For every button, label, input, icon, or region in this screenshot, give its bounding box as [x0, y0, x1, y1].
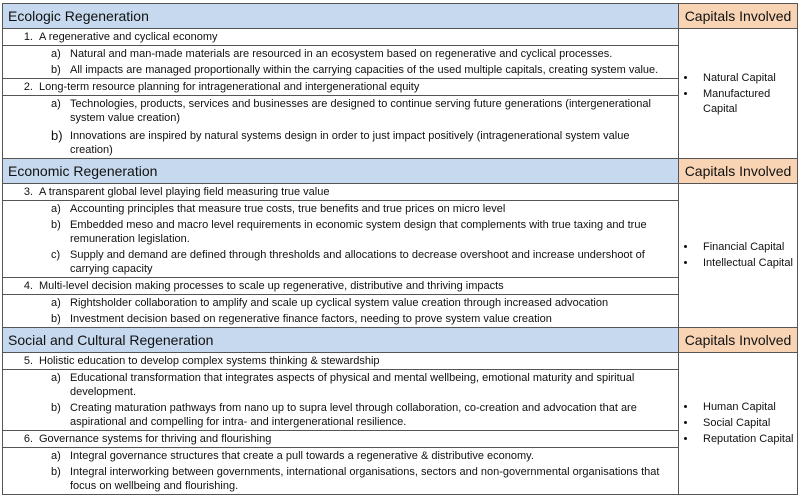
capitals-header: Capitals Involved: [679, 4, 798, 29]
goal-number: 3.: [23, 186, 33, 198]
sub-item: [3, 247, 678, 277]
sub-item: [3, 464, 678, 494]
capitals-list: [679, 240, 797, 271]
goal-number: 6.: [23, 433, 33, 445]
sub-letter: a): [51, 203, 61, 215]
section-item: [3, 96, 679, 159]
sub-letter: b): [51, 128, 63, 143]
sub-letter: b): [51, 466, 61, 478]
sub-item: [3, 62, 678, 78]
section-title: Ecologic Regeneration: [3, 4, 679, 29]
sub-text: Accounting principles that measure true costs, true benefits and true prices on micro level: [70, 203, 506, 215]
sub-item: [3, 295, 678, 311]
sub-text: Innovations are inspired by natural systems design in order to just impact positively (intragenerational system value creation): [70, 130, 630, 156]
sub-text: Educational transformation that integrates aspects of physical and mental wellbeing, emotional maturity and spiritual development.: [70, 372, 635, 398]
sub-letter: b): [51, 64, 61, 76]
section-item: [3, 295, 679, 328]
sub-item: [3, 448, 678, 464]
capital-item: • Manufactured Capital: [697, 87, 797, 117]
regeneration-table: [2, 3, 798, 495]
sub-letter: a): [51, 48, 61, 60]
goal-item: [3, 78, 678, 95]
sub-letter: a): [51, 98, 61, 110]
goal-number: 1.: [23, 31, 33, 43]
goal-number: 5.: [23, 355, 33, 367]
capital-item: • Human Capital: [697, 400, 797, 415]
capital-item: • Social Capital: [697, 416, 797, 431]
sub-letter: a): [51, 372, 61, 384]
section-item: [3, 184, 679, 201]
sub-letter: a): [51, 297, 61, 309]
goal-text: Long-term resource planning for intragenerational and intergenerational equity: [39, 81, 420, 93]
goal-text: Governance systems for thriving and flourishing: [39, 433, 272, 445]
goal-text: A transparent global level playing field measuring true value: [39, 186, 330, 198]
section-item: [3, 370, 679, 448]
section-item: [3, 448, 679, 495]
goal-item: [3, 29, 678, 45]
sub-text: Rightsholder collaboration to amplify and scale up cyclical system value creation through increased advocation: [70, 297, 609, 309]
goal-text: Multi-level decision making processes to scale up regenerative, distributive and thriving impacts: [39, 280, 504, 292]
capitals-cell: [679, 29, 798, 159]
capitals-cell: [679, 353, 798, 495]
capitals-header: Capitals Involved: [679, 159, 798, 184]
sub-item: [3, 400, 678, 430]
goal-text: Holistic education to develop complex systems thinking & stewardship: [39, 355, 380, 367]
sub-text: Natural and man-made materials are resourced in an ecosystem based on regenerative and cyclical processes.: [70, 48, 613, 60]
sub-item: [3, 217, 678, 247]
goal-item: [3, 353, 678, 369]
goal-item: [3, 184, 678, 200]
section-item: [3, 29, 679, 46]
section-title: Economic Regeneration: [3, 159, 679, 184]
sub-text: Integral governance structures that create a pull towards a regenerative & distributive economy.: [70, 450, 534, 462]
section-item: [3, 201, 679, 295]
capitals-header: Capitals Involved: [679, 328, 798, 353]
capitals-list: [679, 71, 797, 117]
sub-item: [3, 311, 678, 327]
sub-text: Technologies, products, services and businesses are designed to continue serving future generations (intergenerational system value creation): [70, 98, 651, 124]
sub-text: All impacts are managed proportionally within the carrying capacities of the used multiple capitals, creating system value.: [70, 64, 659, 76]
sub-letter: b): [51, 313, 61, 325]
goal-number: 2.: [23, 81, 33, 93]
sub-text: Integral interworking between governments, international organisations, sectors and non-governmental organisations that focus on wellbeing and flourishing.: [70, 466, 660, 492]
sub-letter: b): [51, 402, 61, 414]
goal-number: 4.: [23, 280, 33, 292]
sub-text: Embedded meso and macro level requirements in economic system design that complements with true taxing and true remuneration legislation.: [70, 219, 647, 245]
sub-text: Creating maturation pathways from nano up to supra level through collaboration, co-creation and advocation that are aspirational and compelling for intra- and intergenerational resilience.: [70, 402, 637, 428]
capitals-list: [679, 400, 797, 447]
sub-letter: c): [51, 249, 61, 261]
sub-item: [3, 46, 678, 62]
section-item: [3, 46, 679, 96]
section-title: Social and Cultural Regeneration: [3, 328, 679, 353]
goal-text: A regenerative and cyclical economy: [39, 31, 218, 43]
goal-item: [3, 277, 678, 294]
sub-text: Investment decision based on regenerative finance factors, needing to prove system value creation: [70, 313, 552, 325]
sub-item: [3, 96, 678, 126]
sub-letter: a): [51, 450, 61, 462]
section-item: [3, 353, 679, 370]
capital-item: • Natural Capital: [697, 71, 797, 86]
capital-item: • Reputation Capital: [697, 432, 797, 447]
sub-item: [3, 128, 678, 158]
goal-item: [3, 430, 678, 447]
sub-item: [3, 201, 678, 217]
capital-item: • Intellectual Capital: [697, 256, 797, 271]
sub-letter: b): [51, 219, 61, 231]
capitals-cell: [679, 184, 798, 328]
capital-item: • Financial Capital: [697, 240, 797, 255]
sub-text: Supply and demand are defined through thresholds and allocations to decrease overshoot and increase undershoot of carrying capacity: [70, 249, 645, 275]
sub-item: [3, 370, 678, 400]
